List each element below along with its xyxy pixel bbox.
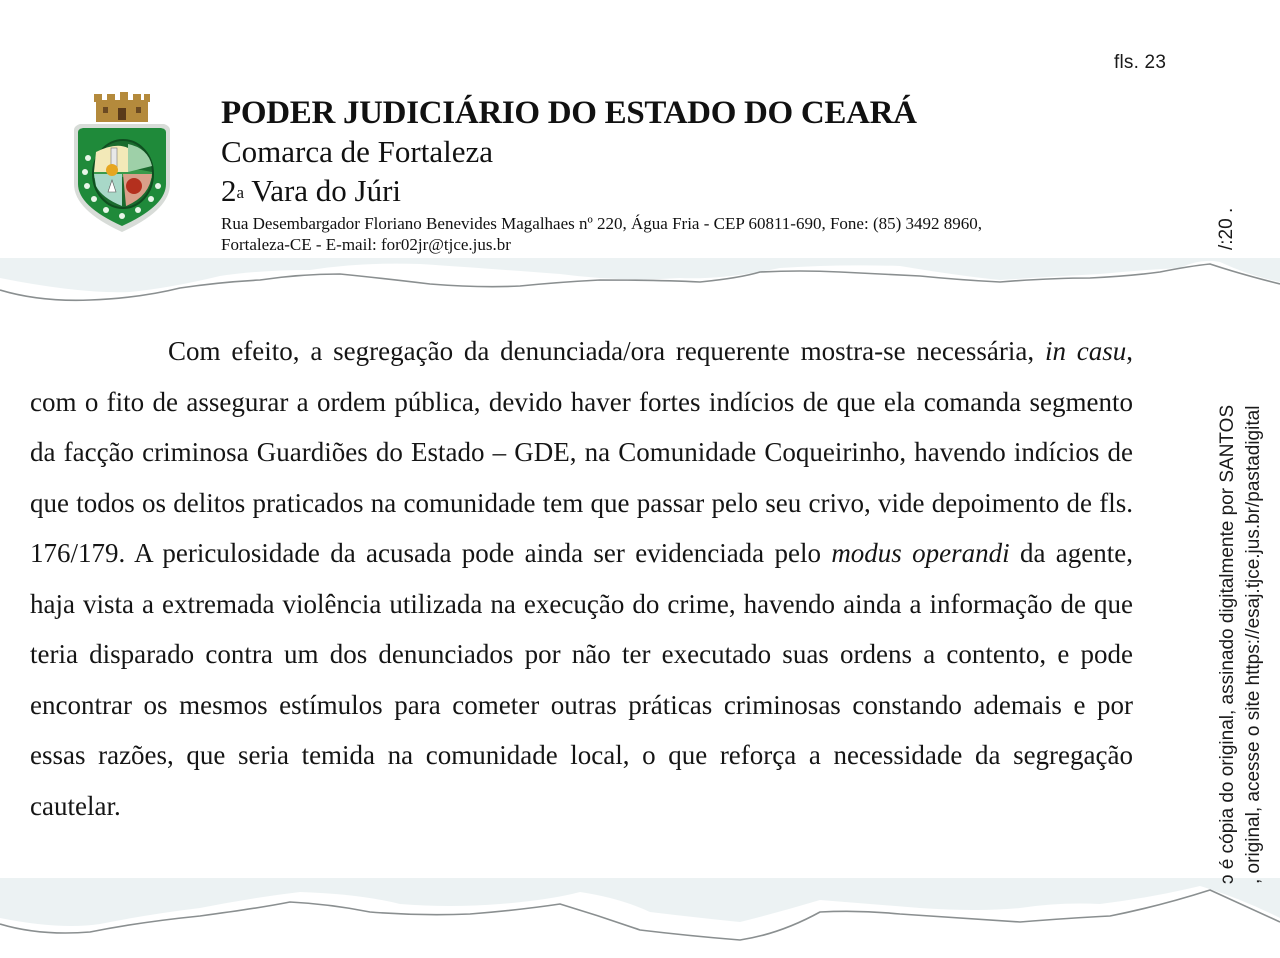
signature-time-fragment: /:20 . <box>1216 207 1237 250</box>
digital-signature-notice: ɔ é cópia do original, assinado digitalmente por SANTOS <box>1217 404 1238 884</box>
torn-edge-bottom <box>0 878 1280 958</box>
body-paragraph <box>30 326 1133 831</box>
body-segment-1: Com efeito, a segregação da denunciada/ora requerente mostra-se necessária, <box>168 336 1045 366</box>
page-number: fls. 23 <box>1114 52 1167 73</box>
torn-edge-top <box>0 258 1280 328</box>
vara-number: 2 <box>221 173 237 208</box>
vara-ordinal: a <box>236 183 245 202</box>
court-address <box>221 213 982 255</box>
body-segment-4-italic: modus operandi <box>831 538 1010 568</box>
court-identification <box>221 94 982 255</box>
verification-url-notice: , original, acesse o site https://esaj.tjce.jus.br/pastadigital <box>1243 405 1264 884</box>
ceara-coat-of-arms-icon <box>66 92 178 234</box>
address-line-2: Fortaleza-CE - E-mail: for02jr@tjce.jus.br <box>221 235 511 254</box>
body-segment-5: da agente, haja vista a extremada violência utilizada na execução do crime, havendo ainda a informação de que teria disparado contra um dos denunciados por não ter executado suas ordens a contento, e pode encontrar os mesmos estímulos para cometer outras práticas criminosas constando ademais e por essas razões, que seria temida na comunidade local, o que reforça a necessidade da segregação cautelar. <box>30 538 1134 821</box>
vara-name: Vara do Júri <box>244 173 402 208</box>
court-title: PODER JUDICIÁRIO DO ESTADO DO CEARÁ <box>221 95 917 131</box>
address-line-1: Rua Desembargador Floriano Benevides Magalhaes nº 220, Água Fria - CEP 60811-690, Fone: (85) 3492 8960, <box>221 214 983 233</box>
court-vara <box>221 172 982 210</box>
body-segment-3: , com o fito de assegurar a ordem pública, devido haver fortes indícios de que ela comanda segmento da facção criminosa Guardiões do Estado – GDE, na Comunidade Coqueirinho, havendo indícios de que todos os delitos praticados na comunidade tem que passar pelo seu crivo, vide depoimento de fls. 176/179. A periculosidade da acusada pode ainda ser evidenciada pelo <box>30 336 1133 568</box>
court-comarca: Comarca de Fortaleza <box>221 134 493 169</box>
body-segment-2-italic: in casu <box>1044 336 1127 366</box>
